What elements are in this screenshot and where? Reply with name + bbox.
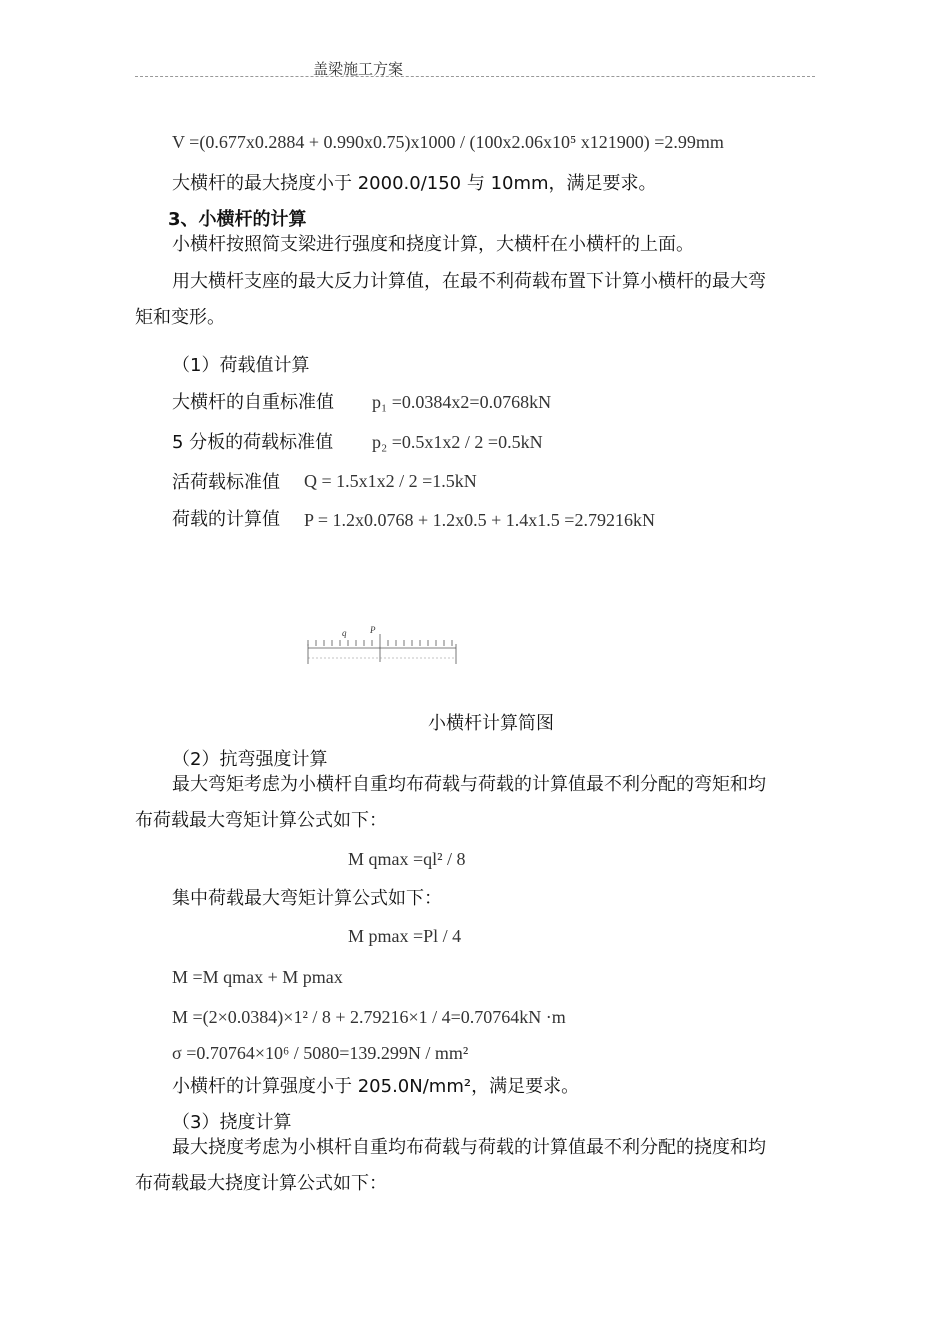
subsection-3-title: （3）挠度计算 bbox=[172, 1112, 292, 1133]
intro-paragraph-2b: 矩和变形。 bbox=[135, 307, 225, 328]
diagram-caption: 小横杆计算简图 bbox=[428, 713, 554, 734]
load-formula-2: p₂ =0.5x1x2 / 2 =0.5kN bbox=[372, 432, 543, 452]
formula-m-value: M =(2×0.0384)×1² / 8 + 2.79216×1 / 4=0.70764kN ·m bbox=[172, 1007, 566, 1027]
load-label-1: 大横杆的自重标准值 bbox=[172, 392, 334, 413]
bending-paragraph-2: 集中荷载最大弯矩计算公式如下： bbox=[172, 888, 442, 909]
subsection-2-title: （2）抗弯强度计算 bbox=[172, 749, 328, 770]
load-label-4: 荷载的计算值 bbox=[172, 509, 280, 530]
strength-ok-text: 小横杆的计算强度小于 205.0N/mm²，满足要求。 bbox=[172, 1076, 580, 1097]
formula-v: V =(0.677x0.2884 + 0.990x0.75)x1000 / (100x2.06x10⁵ x121900) =2.99mm bbox=[172, 132, 724, 152]
beam-diagram bbox=[300, 622, 470, 668]
deflection-paragraph-1a: 最大挠度考虑为小棋杆自重均布荷载与荷载的计算值最不利分配的挠度和均 bbox=[172, 1137, 766, 1158]
load-formula-3: Q = 1.5x1x2 / 2 =1.5kN bbox=[304, 471, 477, 491]
formula-sigma: σ =0.70764×10⁶ / 5080=139.299N / mm² bbox=[172, 1043, 469, 1063]
intro-paragraph-1: 小横杆按照简支梁进行强度和挠度计算，大横杆在小横杆的上面。 bbox=[172, 234, 694, 255]
header-title: 盖梁施工方案 bbox=[313, 60, 404, 78]
section-3-title: 3、小横杆的计算 bbox=[168, 209, 307, 230]
bending-paragraph-1b: 布荷载最大弯矩计算公式如下： bbox=[135, 810, 387, 831]
load-label-3: 活荷载标准值 bbox=[172, 472, 280, 493]
intro-paragraph-2a: 用大横杆支座的最大反力计算值，在最不利荷载布置下计算小横杆的最大弯 bbox=[172, 271, 766, 292]
load-formula-1: p₁ =0.0384x2=0.0768kN bbox=[372, 392, 552, 412]
deflection-ok-text: 大横杆的最大挠度小于 2000.0/150 与 10mm，满足要求。 bbox=[172, 173, 657, 194]
diagram-q-label: q bbox=[342, 628, 347, 638]
formula-m-sum: M =M qmax + M pmax bbox=[172, 967, 343, 987]
deflection-paragraph-1b: 布荷载最大挠度计算公式如下： bbox=[135, 1173, 387, 1194]
load-formula-4: P = 1.2x0.0768 + 1.2x0.5 + 1.4x1.5 =2.79216kN bbox=[304, 510, 655, 530]
load-label-2: 5 分板的荷载标准值 bbox=[172, 432, 334, 453]
subsection-1-title: （1）荷载值计算 bbox=[172, 355, 310, 376]
formula-mqmax: M qmax =ql² / 8 bbox=[348, 849, 466, 869]
diagram-p-label: P bbox=[370, 625, 376, 635]
bending-paragraph-1a: 最大弯矩考虑为小横杆自重均布荷载与荷载的计算值最不利分配的弯矩和均 bbox=[172, 774, 766, 795]
page-header bbox=[135, 56, 815, 77]
formula-mpmax: M pmax =Pl / 4 bbox=[348, 926, 462, 946]
